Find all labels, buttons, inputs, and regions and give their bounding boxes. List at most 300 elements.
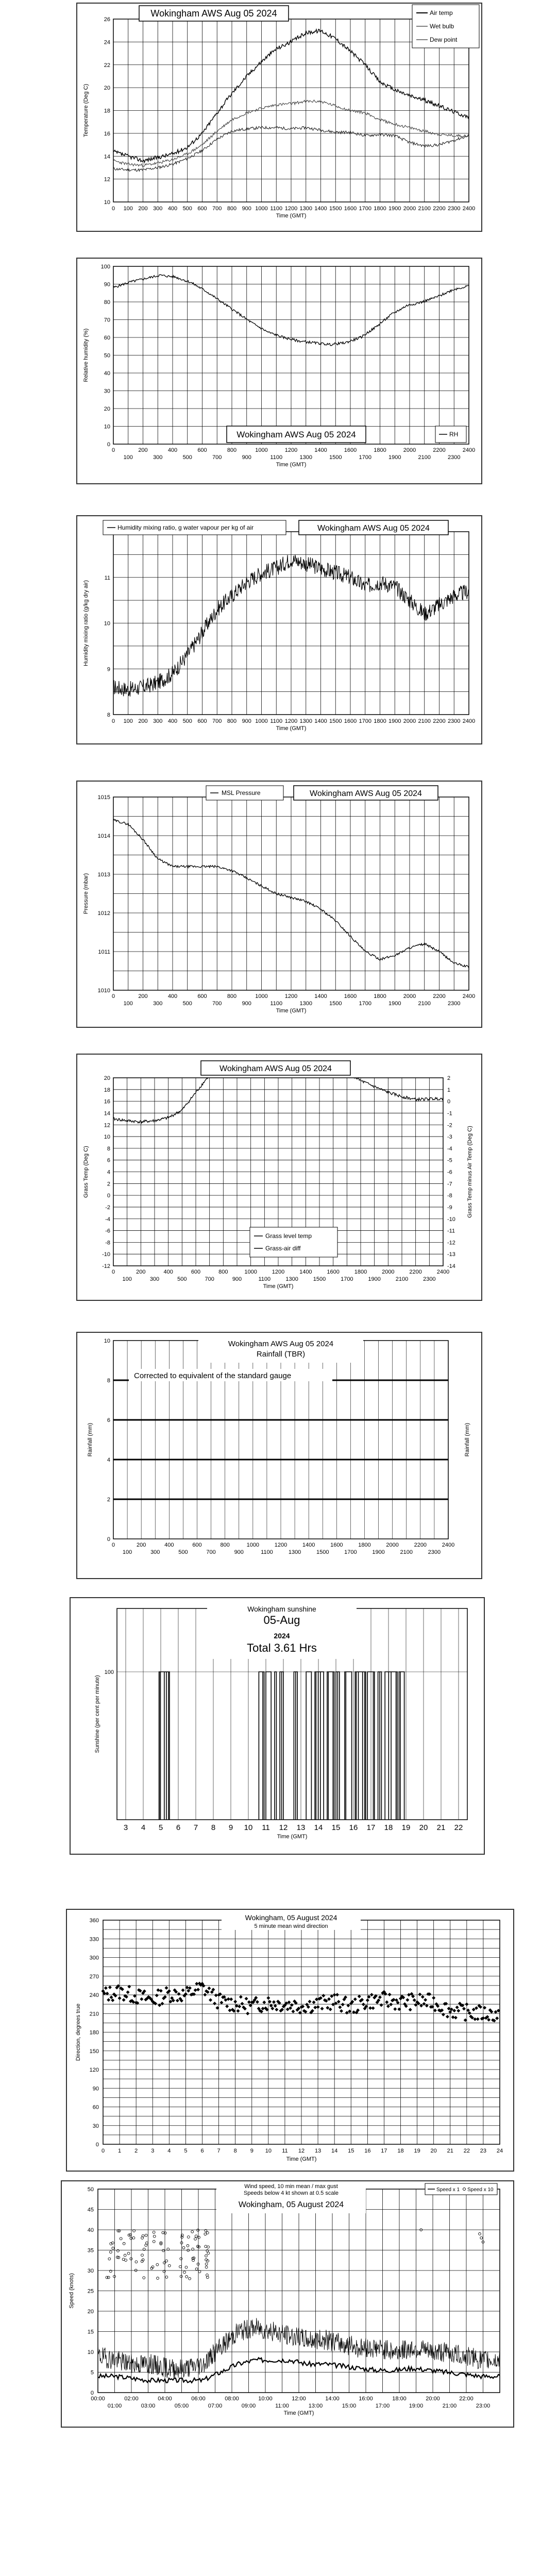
spd-xtick-label: 19:00 — [409, 2403, 424, 2409]
grass-xtick-label: 2200 — [409, 1269, 422, 1275]
grass-ytick-right-label: -1 — [447, 1110, 452, 1117]
rain-xtick-label: 1300 — [288, 1549, 301, 1555]
spd-xtick-label: 05:00 — [174, 2403, 189, 2409]
temp-ytick-label: 18 — [104, 108, 110, 114]
rh-ytick-label: 0 — [107, 442, 110, 448]
pres-xlabel: Time (GMT) — [276, 1008, 307, 1014]
grass-title: Wokingham AWS Aug 05 2024 — [219, 1064, 332, 1073]
pres-xtick-label: 1900 — [388, 1001, 401, 1007]
pres-xtick-label: 2400 — [462, 993, 476, 999]
rh-title: Wokingham AWS Aug 05 2024 — [236, 430, 356, 439]
mix-xtick-label: 100 — [123, 718, 133, 724]
rain-xtick-label: 700 — [206, 1549, 216, 1555]
dir-ytick-label: 360 — [89, 1918, 99, 1924]
spd-ytick-label: 30 — [87, 2268, 94, 2274]
dir-xtick-label: 8 — [233, 2148, 237, 2154]
grass-ytick-label: -12 — [102, 1263, 110, 1269]
rain-title: Wokingham AWS Aug 05 2024 — [228, 1340, 334, 1348]
rh-xtick-label: 1900 — [388, 454, 401, 461]
dir-subtitle: 5 minute mean wind direction — [254, 1923, 328, 1929]
temp-legend-label: Dew point — [430, 36, 458, 43]
grass-xtick-label: 1800 — [354, 1269, 367, 1275]
pressure-chart-panel — [76, 781, 482, 1028]
sunshine-chart — [71, 1598, 484, 1854]
rain-xtick-label: 2400 — [442, 1542, 455, 1548]
dir-xtick-label: 4 — [167, 2148, 171, 2154]
sun-year: 2024 — [274, 1632, 290, 1640]
grass-ytick-right-label: -5 — [447, 1157, 452, 1164]
rh-ytick-label: 30 — [104, 388, 110, 395]
pres-ytick-label: 1010 — [97, 988, 110, 994]
temp-xtick-label: 2300 — [448, 206, 461, 212]
rh-xtick-label: 1000 — [255, 447, 268, 453]
sun-xtick-label: 11 — [262, 1823, 270, 1832]
dir-xtick-label: 13 — [314, 2148, 322, 2154]
grass-ytick-right-label: -7 — [447, 1181, 452, 1188]
mix-xtick-label: 1900 — [388, 718, 401, 724]
mix-xtick-label: 1300 — [299, 718, 312, 724]
mixing-ratio-chart-panel — [76, 515, 482, 744]
sun-xtick-label: 18 — [384, 1823, 393, 1832]
dir-xtick-label: 23 — [480, 2148, 487, 2154]
sun-xtick-label: 6 — [176, 1823, 181, 1832]
rain-ytick-label: 10 — [104, 1338, 110, 1344]
temp-xtick-label: 1500 — [329, 206, 342, 212]
dir-xtick-label: 7 — [217, 2148, 221, 2154]
temp-xtick-label: 400 — [167, 206, 178, 212]
rain-xtick-label: 1600 — [330, 1542, 343, 1548]
pres-xtick-label: 700 — [212, 1001, 222, 1007]
sun-xtick-label: 8 — [211, 1823, 216, 1832]
pres-xtick-label: 1300 — [299, 1001, 312, 1007]
rain-ytick-label: 4 — [107, 1457, 110, 1463]
mix-ytick-label: 9 — [107, 666, 110, 673]
dir-xtick-label: 11 — [282, 2148, 288, 2154]
temp-xtick-label: 1400 — [314, 206, 327, 212]
rain-xtick-label: 1500 — [316, 1549, 329, 1555]
dir-ytick-label: 240 — [89, 1992, 99, 1998]
sun-xtick-label: 4 — [141, 1823, 146, 1832]
dir-xtick-label: 0 — [101, 2148, 105, 2154]
grass-ytick-label: 14 — [104, 1110, 110, 1117]
rh-xtick-label: 1600 — [344, 447, 357, 453]
grass-legend-label: Grass-air diff — [265, 1245, 301, 1252]
rh-xtick-label: 800 — [227, 447, 237, 453]
pres-xtick-label: 1600 — [344, 993, 357, 999]
rain-xtick-label: 0 — [111, 1542, 115, 1548]
grass-temp-chart-panel — [76, 1054, 482, 1301]
grass-ytick-label: 4 — [107, 1169, 110, 1176]
rain-xtick-label: 2300 — [428, 1549, 441, 1555]
rain-ylabel-left: Rainfall (mm) — [87, 1422, 93, 1457]
grass-xtick-label: 500 — [177, 1276, 187, 1282]
mix-xlabel: Time (GMT) — [276, 725, 307, 732]
sun-xtick-label: 20 — [419, 1823, 428, 1832]
rh-ytick-label: 10 — [104, 423, 110, 430]
spd-xtick-label: 03:00 — [141, 2403, 156, 2409]
dir-ytick-label: 330 — [89, 1936, 99, 1943]
mix-xtick-label: 0 — [111, 718, 115, 724]
rh-xtick-label: 500 — [182, 454, 192, 461]
pres-xtick-label: 0 — [111, 993, 115, 999]
mix-xtick-label: 1200 — [284, 718, 298, 724]
rain-xtick-label: 200 — [136, 1542, 146, 1548]
grass-ytick-right-label: -9 — [447, 1204, 452, 1211]
mix-xtick-label: 1500 — [329, 718, 342, 724]
rh-xtick-label: 1300 — [299, 454, 312, 461]
grass-ytick-label: 8 — [107, 1145, 110, 1152]
spd-ytick-label: 50 — [87, 2187, 94, 2193]
rh-xtick-label: 0 — [111, 447, 115, 453]
sun-xtick-label: 7 — [193, 1823, 198, 1832]
pres-ytick-label: 1011 — [98, 949, 110, 955]
dir-xtick-label: 3 — [151, 2148, 155, 2154]
dir-xtick-label: 9 — [250, 2148, 253, 2154]
dir-xlabel: Time (GMT) — [286, 2156, 317, 2162]
pres-xtick-label: 200 — [138, 993, 148, 999]
pres-xtick-label: 2300 — [448, 1001, 461, 1007]
spd-header-line2: Speeds below 4 kt shown at 0.5 scale — [243, 2190, 339, 2196]
grass-ytick-right-label: 0 — [447, 1098, 451, 1105]
rh-ytick-label: 40 — [104, 370, 110, 377]
grass-ylabel-left: Grass Temp (Deg C) — [83, 1146, 89, 1198]
spd-xtick-label: 22:00 — [459, 2396, 474, 2402]
pres-xtick-label: 500 — [182, 1001, 192, 1007]
rain-note: Corrected to equivalent of the standard gauge — [134, 1371, 292, 1380]
mix-xtick-label: 400 — [167, 718, 178, 724]
rh-ytick-label: 20 — [104, 406, 110, 412]
temp-xtick-label: 1000 — [255, 206, 268, 212]
sun-date: 05-Aug — [263, 1614, 300, 1626]
sun-xtick-label: 14 — [314, 1823, 323, 1832]
spd-legend-label: Speed x 1 — [436, 2187, 460, 2193]
dir-ytick-label: 60 — [92, 2104, 99, 2111]
mix-xtick-label: 200 — [138, 718, 148, 724]
mix-title: Wokingham AWS Aug 05 2024 — [317, 524, 430, 533]
pres-xtick-label: 1700 — [359, 1001, 371, 1007]
rh-xtick-label: 1500 — [329, 454, 342, 461]
sun-ylabel: Sunshine (per cent per minute) — [94, 1675, 100, 1753]
mix-xtick-label: 1100 — [270, 718, 283, 724]
rh-ytick-label: 100 — [100, 264, 110, 270]
spd-xtick-label: 18:00 — [392, 2396, 407, 2402]
spd-ytick-label: 40 — [87, 2227, 94, 2233]
rh-xtick-label: 2400 — [462, 447, 476, 453]
sun-xtick-label: 9 — [228, 1823, 233, 1832]
mix-xtick-label: 700 — [212, 718, 222, 724]
sun-ytick-label: 100 — [104, 1669, 114, 1675]
spd-xtick-label: 01:00 — [107, 2403, 122, 2409]
rain-xtick-label: 300 — [150, 1549, 160, 1555]
temp-ylabel: Temperature (Deg C) — [83, 83, 89, 138]
mix-xtick-label: 900 — [242, 718, 251, 724]
dir-xtick-label: 5 — [184, 2148, 188, 2154]
rainfall-chart-panel — [76, 1332, 482, 1579]
rh-xtick-label: 2100 — [418, 454, 431, 461]
rh-xtick-label: 1800 — [374, 447, 386, 453]
spd-xtick-label: 17:00 — [375, 2403, 390, 2409]
mix-ylabel: Humidity mixing ratio (g/kg dry air) — [83, 580, 89, 666]
pres-xtick-label: 400 — [167, 993, 178, 999]
rain-xtick-label: 1100 — [261, 1549, 273, 1555]
grass-ytick-right-label: -2 — [447, 1122, 452, 1129]
dir-xtick-label: 22 — [463, 2148, 470, 2154]
spd-legend-label: Speed x 10 — [467, 2187, 494, 2193]
sun-xtick-label: 22 — [454, 1823, 463, 1832]
grass-ytick-label: 6 — [107, 1157, 110, 1164]
rh-ylabel: Relative humidity (%) — [83, 328, 89, 382]
temp-xtick-label: 800 — [227, 206, 237, 212]
grass-temp-chart — [77, 1055, 481, 1300]
pres-xtick-label: 1100 — [270, 1001, 283, 1007]
temp-xtick-label: 200 — [138, 206, 148, 212]
spd-ylabel: Speed (knots) — [69, 2273, 75, 2309]
spd-xtick-label: 21:00 — [442, 2403, 457, 2409]
pres-xtick-label: 600 — [197, 993, 207, 999]
rh-xtick-label: 1400 — [314, 447, 327, 453]
mix-xtick-label: 1600 — [344, 718, 357, 724]
rh-xtick-label: 700 — [212, 454, 222, 461]
rh-ytick-label: 50 — [104, 352, 110, 359]
rh-xtick-label: 900 — [242, 454, 251, 461]
rainfall-chart — [77, 1333, 481, 1578]
pres-ytick-label: 1013 — [97, 872, 110, 878]
rain-xtick-label: 600 — [192, 1542, 202, 1548]
rh-xtick-label: 1100 — [270, 454, 283, 461]
rain-xtick-label: 1200 — [274, 1542, 288, 1548]
spd-ytick-label: 0 — [90, 2390, 94, 2396]
mix-xtick-label: 2400 — [462, 718, 476, 724]
mix-xtick-label: 500 — [182, 718, 192, 724]
grass-xtick-label: 1500 — [313, 1276, 326, 1282]
rain-xtick-label: 1800 — [358, 1542, 371, 1548]
rain-xtick-label: 800 — [220, 1542, 230, 1548]
grass-xtick-label: 600 — [191, 1269, 201, 1275]
grass-ytick-right-label: -12 — [447, 1240, 455, 1246]
pres-xtick-label: 100 — [123, 1001, 133, 1007]
temp-ytick-label: 26 — [104, 16, 110, 23]
spd-ytick-label: 20 — [87, 2309, 94, 2315]
pres-xtick-label: 1400 — [314, 993, 327, 999]
rain-xtick-label: 2000 — [386, 1542, 399, 1548]
rh-xtick-label: 600 — [197, 447, 207, 453]
dir-xtick-label: 24 — [496, 2148, 503, 2154]
temp-xtick-label: 2000 — [403, 206, 416, 212]
rain-ytick-label: 2 — [107, 1497, 110, 1503]
grass-ytick-right-label: -6 — [447, 1169, 452, 1176]
spd-title: Wokingham, 05 August 2024 — [238, 2200, 344, 2209]
dir-xtick-label: 21 — [447, 2148, 453, 2154]
grass-xtick-label: 300 — [149, 1276, 160, 1282]
grass-xtick-label: 2000 — [382, 1269, 395, 1275]
grass-xtick-label: 1700 — [341, 1276, 353, 1282]
rain-xtick-label: 100 — [122, 1549, 132, 1555]
pres-xtick-label: 2000 — [403, 993, 416, 999]
grass-xtick-label: 1600 — [327, 1269, 340, 1275]
spd-xtick-label: 00:00 — [91, 2396, 105, 2402]
grass-ytick-right-label: -14 — [447, 1263, 455, 1269]
sun-xtick-label: 13 — [296, 1823, 306, 1832]
grass-xtick-label: 1100 — [258, 1276, 271, 1282]
rh-xtick-label: 2200 — [433, 447, 446, 453]
grass-ytick-right-label: -8 — [447, 1193, 452, 1199]
grass-ytick-right-label: 2 — [447, 1075, 451, 1081]
dir-ytick-label: 210 — [89, 2011, 99, 2018]
mix-ytick-label: 8 — [107, 712, 110, 718]
rain-xtick-label: 500 — [178, 1549, 188, 1555]
pres-ytick-label: 1014 — [97, 833, 110, 839]
sun-title: Wokingham sunshine — [247, 1605, 316, 1613]
dir-ytick-label: 270 — [89, 1973, 99, 1980]
wind-speed-chart-panel — [61, 2180, 514, 2428]
rh-xtick-label: 2300 — [448, 454, 461, 461]
rh-xtick-label: 200 — [138, 447, 148, 453]
wind-speed-chart — [62, 2181, 513, 2427]
pres-xtick-label: 1200 — [284, 993, 298, 999]
pres-xtick-label: 900 — [242, 1001, 251, 1007]
sun-xtick-label: 19 — [401, 1823, 411, 1832]
spd-ytick-label: 25 — [87, 2288, 94, 2295]
dir-xtick-label: 14 — [331, 2148, 338, 2154]
dir-xtick-label: 15 — [348, 2148, 354, 2154]
temp-ytick-label: 20 — [104, 85, 110, 92]
rain-xtick-label: 1000 — [246, 1542, 260, 1548]
dir-ytick-label: 30 — [92, 2123, 99, 2129]
temp-xtick-label: 1900 — [388, 206, 401, 212]
dir-xtick-label: 18 — [397, 2148, 404, 2154]
dir-ytick-label: 180 — [89, 2029, 99, 2036]
dir-ytick-label: 150 — [89, 2048, 99, 2055]
grass-legend-label: Grass level temp — [265, 1232, 312, 1240]
grass-xtick-label: 1300 — [285, 1276, 298, 1282]
spd-xtick-label: 16:00 — [359, 2396, 373, 2402]
temp-xtick-label: 1300 — [299, 206, 312, 212]
spd-xtick-label: 08:00 — [225, 2396, 239, 2402]
mix-ytick-label: 11 — [104, 574, 110, 581]
humidity-chart-panel — [76, 258, 482, 484]
rh-ytick-label: 80 — [104, 299, 110, 306]
dir-ytick-label: 0 — [95, 2142, 99, 2148]
grass-xtick-label: 900 — [232, 1276, 242, 1282]
temperature-chart — [77, 4, 481, 231]
mix-xtick-label: 2100 — [418, 718, 431, 724]
temp-legend-label: Air temp — [430, 9, 453, 16]
spd-ytick-label: 15 — [87, 2329, 94, 2335]
spd-xtick-label: 14:00 — [325, 2396, 340, 2402]
dir-xtick-label: 16 — [364, 2148, 371, 2154]
sun-total: Total 3.61 Hrs — [247, 1641, 317, 1654]
dir-ylabel: Direction, degrees true — [75, 2003, 81, 2061]
mixing-ratio-chart — [77, 516, 481, 743]
temp-xtick-label: 2100 — [418, 206, 431, 212]
grass-ytick-label: 16 — [104, 1098, 110, 1105]
grass-ytick-label: 20 — [104, 1075, 110, 1081]
rh-ytick-label: 60 — [104, 335, 110, 341]
grass-ytick-label: -6 — [105, 1228, 110, 1234]
spd-xtick-label: 09:00 — [241, 2403, 256, 2409]
dir-ytick-label: 90 — [92, 2086, 99, 2092]
temp-legend-label: Wet bulb — [430, 23, 454, 30]
pressure-chart — [77, 782, 481, 1027]
wind-direction-chart-panel — [66, 1909, 514, 2172]
mix-xtick-label: 2300 — [448, 718, 461, 724]
temperature-chart-panel — [76, 3, 482, 232]
temp-xtick-label: 2200 — [433, 206, 446, 212]
humidity-chart — [77, 259, 481, 483]
pres-ytick-label: 1015 — [97, 794, 110, 801]
mix-xtick-label: 1800 — [374, 718, 386, 724]
rain-subtitle: Rainfall (TBR) — [256, 1350, 306, 1359]
wind-direction-chart — [67, 1910, 513, 2171]
grass-ytick-label: -2 — [105, 1204, 110, 1211]
rain-xtick-label: 1900 — [372, 1549, 385, 1555]
pres-xtick-label: 800 — [227, 993, 237, 999]
spd-xtick-label: 02:00 — [124, 2396, 139, 2402]
spd-xtick-label: 20:00 — [426, 2396, 440, 2402]
rain-xtick-label: 900 — [234, 1549, 244, 1555]
rh-xtick-label: 1200 — [284, 447, 298, 453]
sun-xtick-label: 12 — [279, 1823, 288, 1832]
temp-ytick-label: 24 — [104, 39, 110, 46]
grass-ytick-label: 12 — [104, 1122, 110, 1129]
grass-ytick-label: 0 — [107, 1193, 110, 1199]
rh-xtick-label: 300 — [153, 454, 163, 461]
spd-ytick-label: 35 — [87, 2247, 94, 2254]
rain-xtick-label: 1400 — [302, 1542, 315, 1548]
temp-xtick-label: 1700 — [359, 206, 371, 212]
rh-xlabel: Time (GMT) — [276, 462, 307, 468]
mix-xtick-label: 1400 — [314, 718, 327, 724]
grass-ytick-right-label: -3 — [447, 1134, 452, 1141]
dir-title: Wokingham, 05 August 2024 — [245, 1913, 337, 1922]
sun-xtick-label: 3 — [123, 1823, 128, 1832]
grass-xtick-label: 1400 — [299, 1269, 312, 1275]
spd-ytick-label: 5 — [90, 2369, 94, 2376]
rain-xtick-label: 2100 — [400, 1549, 413, 1555]
temp-xtick-label: 1100 — [270, 206, 283, 212]
pres-ytick-label: 1012 — [97, 910, 110, 917]
rh-legend-label: RH — [449, 431, 459, 438]
grass-ytick-right-label: 1 — [447, 1087, 451, 1093]
grass-xtick-label: 2100 — [395, 1276, 409, 1282]
dir-xtick-label: 20 — [430, 2148, 437, 2154]
grass-ytick-label: 10 — [104, 1134, 110, 1141]
spd-xtick-label: 23:00 — [476, 2403, 491, 2409]
temp-xtick-label: 1200 — [284, 206, 298, 212]
sun-xtick-label: 5 — [158, 1823, 163, 1832]
rain-ytick-label: 8 — [107, 1378, 110, 1384]
temp-title: Wokingham AWS Aug 05 2024 — [150, 8, 277, 19]
temp-xtick-label: 700 — [212, 206, 222, 212]
spd-ytick-label: 10 — [87, 2349, 94, 2355]
rain-ytick-label: 6 — [107, 1417, 110, 1423]
temp-xtick-label: 900 — [242, 206, 251, 212]
sunshine-chart-panel — [70, 1597, 485, 1855]
sun-xtick-label: 17 — [366, 1823, 376, 1832]
grass-xtick-label: 1000 — [244, 1269, 257, 1275]
sun-xtick-label: 21 — [436, 1823, 446, 1832]
grass-xtick-label: 1200 — [272, 1269, 285, 1275]
grass-xtick-label: 700 — [205, 1276, 214, 1282]
grass-ytick-right-label: -13 — [447, 1251, 455, 1258]
mix-xtick-label: 300 — [153, 718, 163, 724]
rh-xtick-label: 100 — [123, 454, 133, 461]
grass-xtick-label: 100 — [122, 1276, 132, 1282]
dir-ytick-label: 120 — [89, 2067, 99, 2073]
spd-ytick-label: 45 — [87, 2207, 94, 2213]
spd-xtick-label: 15:00 — [342, 2403, 357, 2409]
sun-xlabel: Time (GMT) — [277, 1834, 308, 1840]
